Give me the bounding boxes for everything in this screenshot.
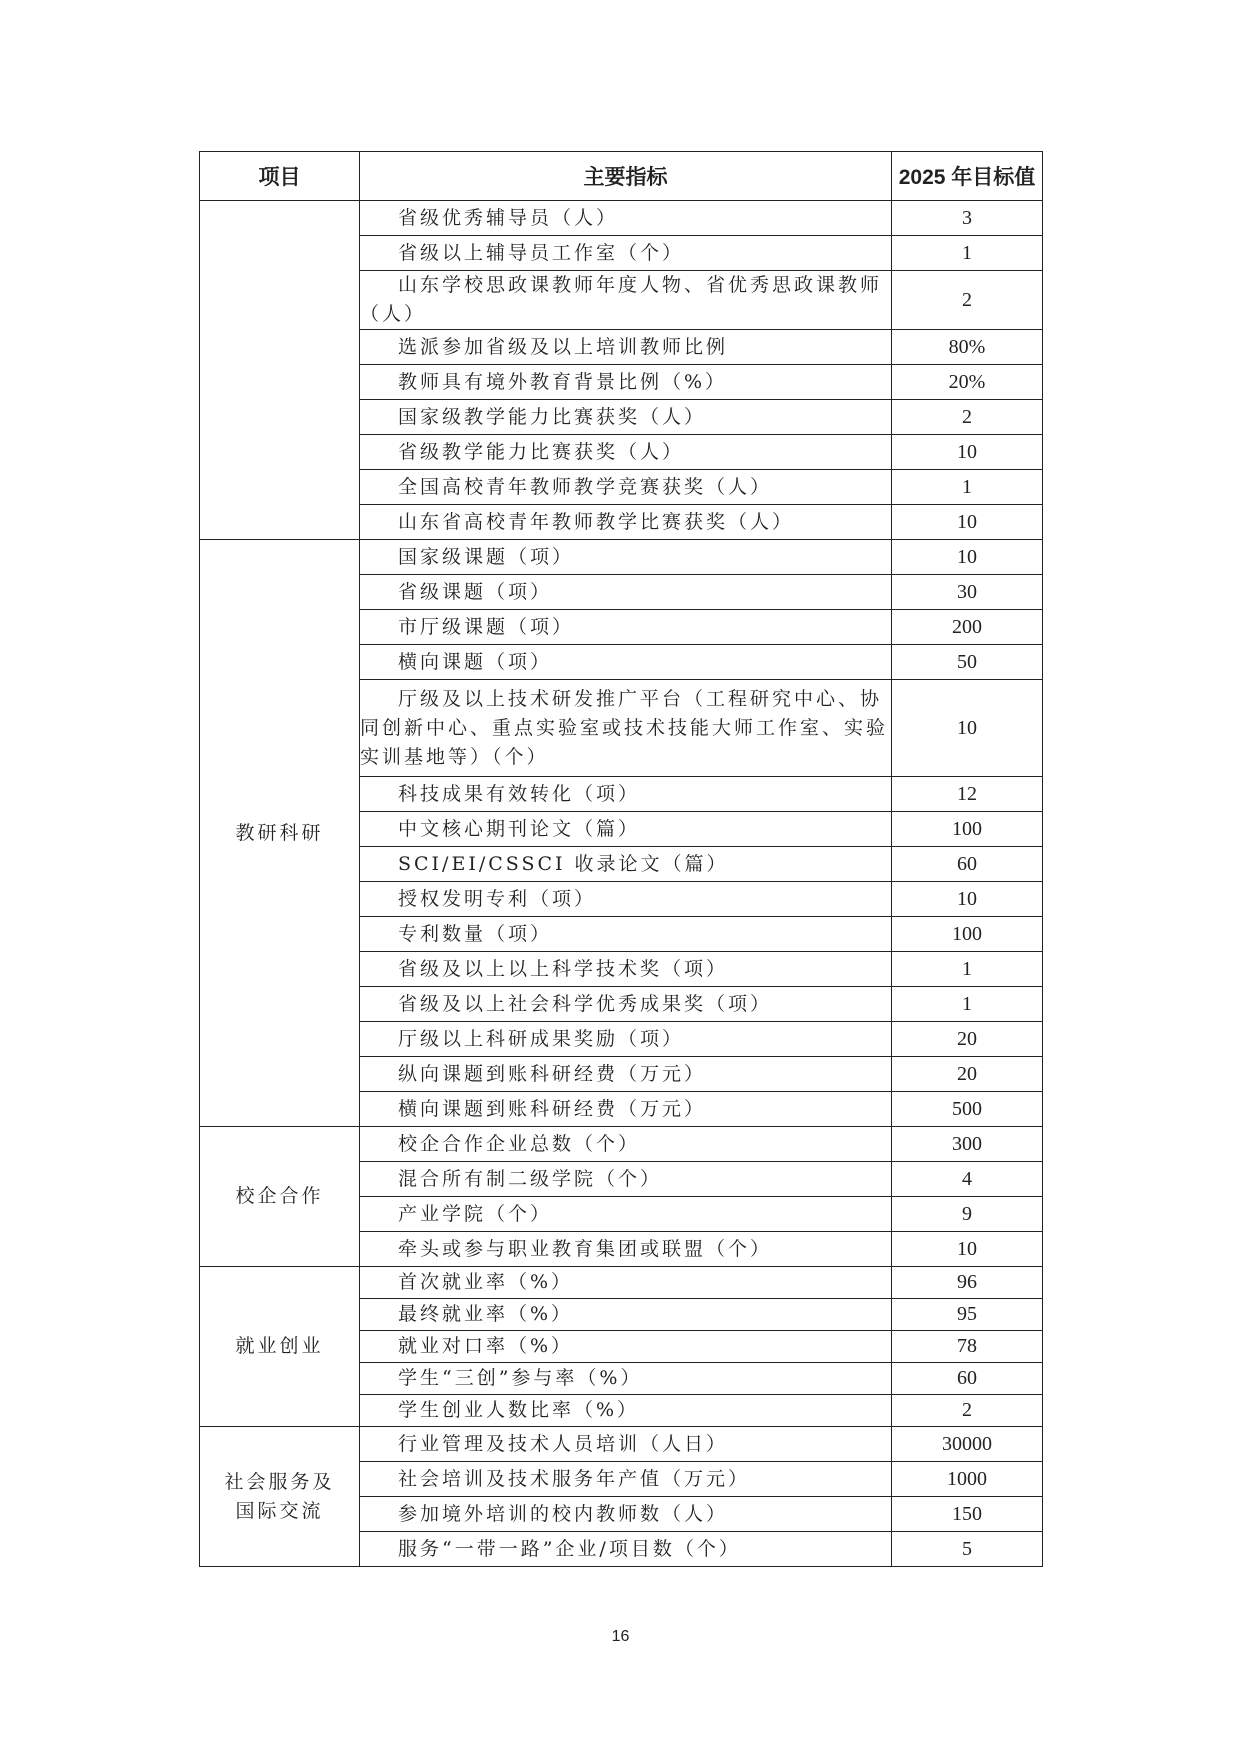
indicators-table bbox=[199, 151, 1043, 1567]
indicator-cell: 国家级教学能力比赛获奖（人） bbox=[360, 400, 892, 435]
target-value-cell: 10 bbox=[892, 435, 1043, 470]
target-value-cell: 10 bbox=[892, 680, 1043, 777]
indicator-cell: 专利数量（项） bbox=[360, 917, 892, 952]
target-value-cell: 1000 bbox=[892, 1462, 1043, 1497]
target-value-cell: 1 bbox=[892, 987, 1043, 1022]
indicator-cell: 学生创业人数比率（%） bbox=[360, 1395, 892, 1427]
target-value-cell: 500 bbox=[892, 1092, 1043, 1127]
indicator-cell: 山东省高校青年教师教学比赛获奖（人） bbox=[360, 505, 892, 540]
page-number: 16 bbox=[611, 1628, 630, 1645]
target-value-cell: 100 bbox=[892, 812, 1043, 847]
indicator-cell: 纵向课题到账科研经费（万元） bbox=[360, 1057, 892, 1092]
indicator-cell: 校企合作企业总数（个） bbox=[360, 1127, 892, 1162]
category-cell: 社会服务及国际交流 bbox=[200, 1427, 360, 1567]
indicator-cell: 选派参加省级及以上培训教师比例 bbox=[360, 330, 892, 365]
target-value-cell: 2 bbox=[892, 1395, 1043, 1427]
indicator-cell: 服务“一带一路”企业/项目数（个） bbox=[360, 1532, 892, 1567]
indicator-cell: 山东学校思政课教师年度人物、省优秀思政课教师（人） bbox=[360, 271, 892, 330]
target-value-cell: 20 bbox=[892, 1057, 1043, 1092]
indicator-cell: 社会培训及技术服务年产值（万元） bbox=[360, 1462, 892, 1497]
table-body bbox=[200, 201, 1043, 1567]
indicator-cell: 教师具有境外教育背景比例（%） bbox=[360, 365, 892, 400]
header-category: 项目 bbox=[200, 152, 360, 201]
target-value-cell: 10 bbox=[892, 1232, 1043, 1267]
indicator-cell: 科技成果有效转化（项） bbox=[360, 777, 892, 812]
indicator-cell: 产业学院（个） bbox=[360, 1197, 892, 1232]
table-row bbox=[200, 201, 1043, 236]
indicator-cell: 省级教学能力比赛获奖（人） bbox=[360, 435, 892, 470]
target-value-cell: 60 bbox=[892, 847, 1043, 882]
target-value-cell: 1 bbox=[892, 470, 1043, 505]
indicator-cell: 混合所有制二级学院（个） bbox=[360, 1162, 892, 1197]
target-value-cell: 10 bbox=[892, 505, 1043, 540]
target-value-cell: 96 bbox=[892, 1267, 1043, 1299]
indicator-cell: 厅级以上科研成果奖励（项） bbox=[360, 1022, 892, 1057]
target-value-cell: 78 bbox=[892, 1331, 1043, 1363]
target-value-cell: 1 bbox=[892, 236, 1043, 271]
indicator-cell: SCI/EI/CSSCI 收录论文（篇） bbox=[360, 847, 892, 882]
indicator-cell: 全国高校青年教师教学竞赛获奖（人） bbox=[360, 470, 892, 505]
header-indicator: 主要指标 bbox=[360, 152, 892, 201]
indicator-cell: 省级及以上以上科学技术奖（项） bbox=[360, 952, 892, 987]
indicator-cell: 参加境外培训的校内教师数（人） bbox=[360, 1497, 892, 1532]
target-value-cell: 10 bbox=[892, 540, 1043, 575]
target-value-cell: 3 bbox=[892, 201, 1043, 236]
category-cell: 校企合作 bbox=[200, 1127, 360, 1267]
table-row bbox=[200, 540, 1043, 575]
indicator-cell: 就业对口率（%） bbox=[360, 1331, 892, 1363]
table-row bbox=[200, 1267, 1043, 1299]
category-cell: 教研科研 bbox=[200, 540, 360, 1127]
target-value-cell: 1 bbox=[892, 952, 1043, 987]
indicator-cell: 横向课题到账科研经费（万元） bbox=[360, 1092, 892, 1127]
indicator-cell: 学生“三创”参与率（%） bbox=[360, 1363, 892, 1395]
indicator-cell: 国家级课题（项） bbox=[360, 540, 892, 575]
indicator-cell: 首次就业率（%） bbox=[360, 1267, 892, 1299]
category-cell: 就业创业 bbox=[200, 1267, 360, 1427]
target-value-cell: 10 bbox=[892, 882, 1043, 917]
target-value-cell: 60 bbox=[892, 1363, 1043, 1395]
indicator-cell: 横向课题（项） bbox=[360, 645, 892, 680]
indicator-cell: 省级优秀辅导员（人） bbox=[360, 201, 892, 236]
target-value-cell: 30000 bbox=[892, 1427, 1043, 1462]
target-value-cell: 12 bbox=[892, 777, 1043, 812]
target-value-cell: 80% bbox=[892, 330, 1043, 365]
target-value-cell: 30 bbox=[892, 575, 1043, 610]
target-value-cell: 200 bbox=[892, 610, 1043, 645]
indicator-cell: 市厅级课题（项） bbox=[360, 610, 892, 645]
indicator-cell: 授权发明专利（项） bbox=[360, 882, 892, 917]
table-header-row bbox=[200, 152, 1043, 201]
indicator-cell: 省级以上辅导员工作室（个） bbox=[360, 236, 892, 271]
header-target: 2025 年目标值 bbox=[892, 152, 1043, 201]
indicator-cell: 中文核心期刊论文（篇） bbox=[360, 812, 892, 847]
indicator-cell: 省级课题（项） bbox=[360, 575, 892, 610]
indicator-cell: 厅级及以上技术研发推广平台（工程研究中心、协同创新中心、重点实验室或技术技能大师工作室、实验实训基地等）（个） bbox=[360, 680, 892, 777]
target-value-cell: 150 bbox=[892, 1497, 1043, 1532]
target-value-cell: 20% bbox=[892, 365, 1043, 400]
target-value-cell: 50 bbox=[892, 645, 1043, 680]
target-value-cell: 95 bbox=[892, 1299, 1043, 1331]
indicator-cell: 最终就业率（%） bbox=[360, 1299, 892, 1331]
category-cell bbox=[200, 201, 360, 540]
target-value-cell: 2 bbox=[892, 271, 1043, 330]
table-row bbox=[200, 1127, 1043, 1162]
indicator-cell: 牵头或参与职业教育集团或联盟（个） bbox=[360, 1232, 892, 1267]
indicator-cell: 行业管理及技术人员培训（人日） bbox=[360, 1427, 892, 1462]
target-value-cell: 300 bbox=[892, 1127, 1043, 1162]
target-value-cell: 5 bbox=[892, 1532, 1043, 1567]
target-value-cell: 4 bbox=[892, 1162, 1043, 1197]
table-row bbox=[200, 1427, 1043, 1462]
target-value-cell: 2 bbox=[892, 400, 1043, 435]
target-value-cell: 100 bbox=[892, 917, 1043, 952]
target-value-cell: 9 bbox=[892, 1197, 1043, 1232]
indicator-cell: 省级及以上社会科学优秀成果奖（项） bbox=[360, 987, 892, 1022]
target-value-cell: 20 bbox=[892, 1022, 1043, 1057]
